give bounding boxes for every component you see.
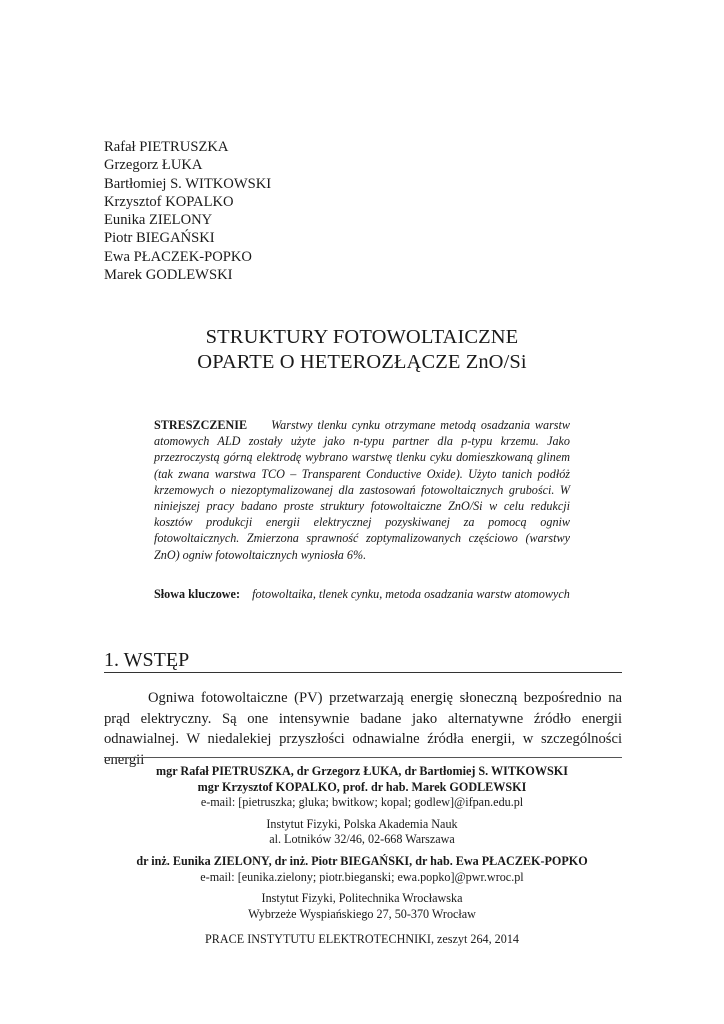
title-line-1: STRUKTURY FOTOWOLTAICZNE bbox=[205, 326, 519, 348]
author-name: Eunika ZIELONY bbox=[104, 212, 213, 229]
affiliation-email-1: e-mail: [pietruszka; gluka; bwitkow; kopal; godlew]@ifpan.edu.pl bbox=[200, 795, 524, 810]
title-line-2: OPARTE O HETEROZŁĄCZE ZnO/Si bbox=[197, 350, 527, 373]
paper-title bbox=[0, 325, 724, 374]
author-name: Marek GODLEWSKI bbox=[104, 267, 233, 284]
affiliation-authors-1b: mgr Krzysztof KOPALKO, prof. dr hab. Marek GODLEWSKI bbox=[197, 779, 527, 794]
affiliation-authors-1: mgr Rafał PIETRUSZKA, dr Grzegorz ŁUKA, dr Bartłomiej S. WITKOWSKI bbox=[156, 764, 568, 778]
author-name: Rafał PIETRUSZKA bbox=[104, 139, 229, 155]
footnote-divider bbox=[104, 757, 622, 758]
abstract bbox=[154, 417, 570, 563]
abstract-text: Warstwy tlenku cynku otrzymane metodą osadzania warstw atomowych ALD zostały użyte jako n-typu partner dla p-typu krzemu. Jako przezroczystą górną elektrodę wybrano warstwę tlenku cyku domieszkowaną glinem (tak zwana warstwa TCO – Transparent Conductive Oxide). Użyto tanich podłóż krzemowych o niezoptymalizowanej dla zastosowań fotowoltaicznych grubości. W niniejszej pracy badano proste struktury fotowoltaiczne ZnO/Si w celu redukcji kosztów produkcji energii elektrycznej pozyskiwanej za pomocą ogniw fotowoltaicznych. Zmierzona sprawność zoptymalizowanych częściowo (warstwy ZnO) ogniw fotowoltaicznych wyniosła 6%. bbox=[154, 418, 570, 562]
author-name: Krzysztof KOPALKO bbox=[104, 193, 234, 210]
author-name: Ewa PŁACZEK-POPKO bbox=[104, 248, 252, 265]
abstract-label: STRESZCZENIE bbox=[154, 418, 248, 432]
affiliation-address-1: al. Lotników 32/46, 02-668 Warszawa bbox=[269, 832, 455, 847]
author-list bbox=[104, 138, 271, 284]
affiliation-address-2: Wybrzeże Wyspiańskiego 27, 50-370 Wrocław bbox=[248, 906, 476, 921]
journal-citation: PRACE INSTYTUTU ELEKTROTECHNIKI, zeszyt 264, 2014 bbox=[205, 932, 519, 946]
section-heading: 1. WSTĘP bbox=[104, 649, 190, 671]
affiliations bbox=[0, 764, 724, 922]
body-paragraph: Ogniwa fotowoltaiczne (PV) przetwarzają energię słoneczną bezpośrednio na prąd elektryczny. Są one intensywnie badane jako alternatywne źródło energii odnawialnej. W niedalekiej przyszłości odnawialne źródła energii, w szczególności energii bbox=[104, 690, 622, 768]
section-divider bbox=[104, 672, 622, 673]
author-name: Bartłomiej S. WITKOWSKI bbox=[104, 175, 272, 192]
affiliation-authors-2: dr inż. Eunika ZIELONY, dr inż. Piotr BIEGAŃSKI, dr hab. Ewa PŁACZEK-POPKO bbox=[136, 853, 588, 868]
affiliation-institute-1: Instytut Fizyki, Polska Akademia Nauk bbox=[266, 816, 458, 831]
affiliation-email-2: e-mail: [eunika.zielony; piotr.bieganski; ewa.popko]@pwr.wroc.pl bbox=[200, 869, 524, 884]
keywords-text: fotowoltaika, tlenek cynku, metoda osadzania warstw atomowych bbox=[252, 587, 570, 601]
author-name: Piotr BIEGAŃSKI bbox=[104, 230, 215, 247]
author-name: Grzegorz ŁUKA bbox=[104, 157, 203, 174]
keywords bbox=[154, 586, 570, 602]
keywords-label: Słowa kluczowe: bbox=[154, 587, 240, 601]
affiliation-institute-2: Instytut Fizyki, Politechnika Wrocławska bbox=[261, 891, 463, 906]
